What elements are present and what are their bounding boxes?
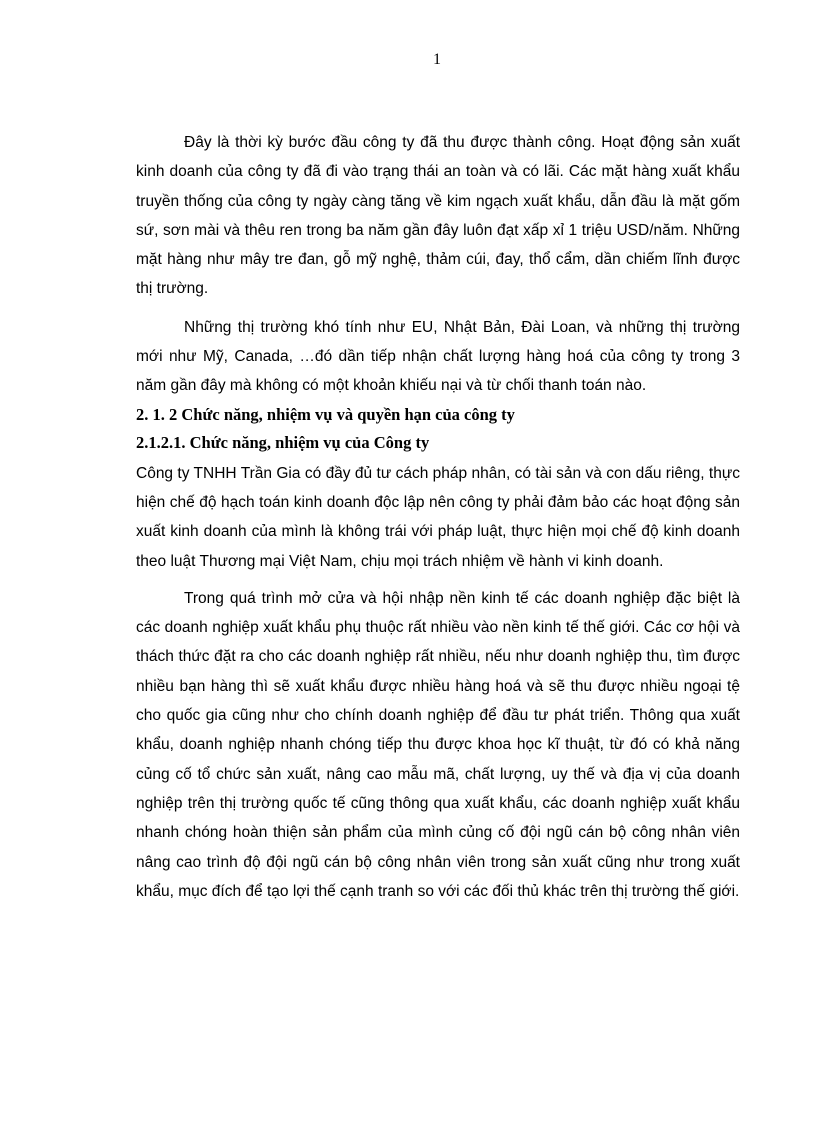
paragraph-integration-export: Trong quá trình mở cửa và hội nhập nền kinh tế các doanh nghiệp đặc biệt là các doanh nghiệp xuất khẩu phụ thuộc rất nhiều vào nền kinh tế thế giới. Các cơ hội và thách thức đặt ra cho các doanh nghiệp rất nhiều, nếu như doanh nghiệp thu, tìm được nhiều bạn hàng thì sẽ xuất khẩu được nhiều hàng hoá và sẽ thu được nhiều ngoại tệ cho quốc gia cũng như cho chính doanh nghiệp để đầu tư phát triển. Thông qua xuất khẩu, doanh nghiệp nhanh chóng tiếp thu được khoa học kĩ thuật, từ đó có khả năng củng cố tổ chức sản xuất, nâng cao mẫu mã, chất lượng, uy thế và địa vị của doanh nghiệp trên thị trường quốc tế cũng thông qua xuất khẩu, các doanh nghiệp xuất khẩu nhanh chóng hoàn thiện sản phẩm của mình củng cố đội ngũ cán bộ công nhân viên nâng cao trình độ đội ngũ cán bộ công nhân viên trong sản xuất cũng như trong xuất khẩu, mục đích để tạo lợi thế cạnh tranh so với các đối thủ khác trên thị trường thế giới. [136,589,740,900]
document-body [136,128,740,913]
page-number: 1 [433,51,441,68]
paragraph-company-legal-status: Công ty TNHH Trần Gia có đầy đủ tư cách pháp nhân, có tài sản và con dấu riêng, thực hiện chế độ hạch toán kinh doanh độc lập nên công ty phải đảm bảo các hoạt động sản xuất kinh doanh của mình là không trái với pháp luật, thực hiện mọi chế độ kinh doanh theo luật Thương mại Việt Nam, chịu mọi trách nhiệm về hành vi kinh doanh. [136,464,740,570]
paragraph-markets: Những thị trường khó tính như EU, Nhật Bản, Đài Loan, và những thị trường mới như Mỹ, Canada, …đó dần tiếp nhận chất lượng hàng hoá của công ty trong 3 năm gần đây mà không có một khoản khiếu nại và từ chối thanh toán nào. [136,318,740,395]
section-heading-functions-duties-rights: 2. 1. 2 Chức năng, nhiệm vụ và quyền hạn của công ty [136,404,515,424]
paragraph-early-success: Đây là thời kỳ bước đầu công ty đã thu được thành công. Hoạt động sản xuất kinh doanh của công ty đã đi vào trạng thái an toàn và có lãi. Các mặt hàng xuất khẩu truyền thống của công ty ngày càng tăng về kim ngạch xuất khẩu, dẫn đầu là mặt gốm sứ, sơn mài và thêu ren trong ba năm gần đây luôn đạt xấp xỉ 1 triệu USD/năm. Những mặt hàng như mây tre đan, gỗ mỹ nghệ, thảm cúi, đay, thổ cẩm, dần chiếm lĩnh được thị trường. [136,134,740,298]
subsection-heading-functions-duties: 2.1.2.1. Chức năng, nhiệm vụ của Công ty [136,432,430,452]
